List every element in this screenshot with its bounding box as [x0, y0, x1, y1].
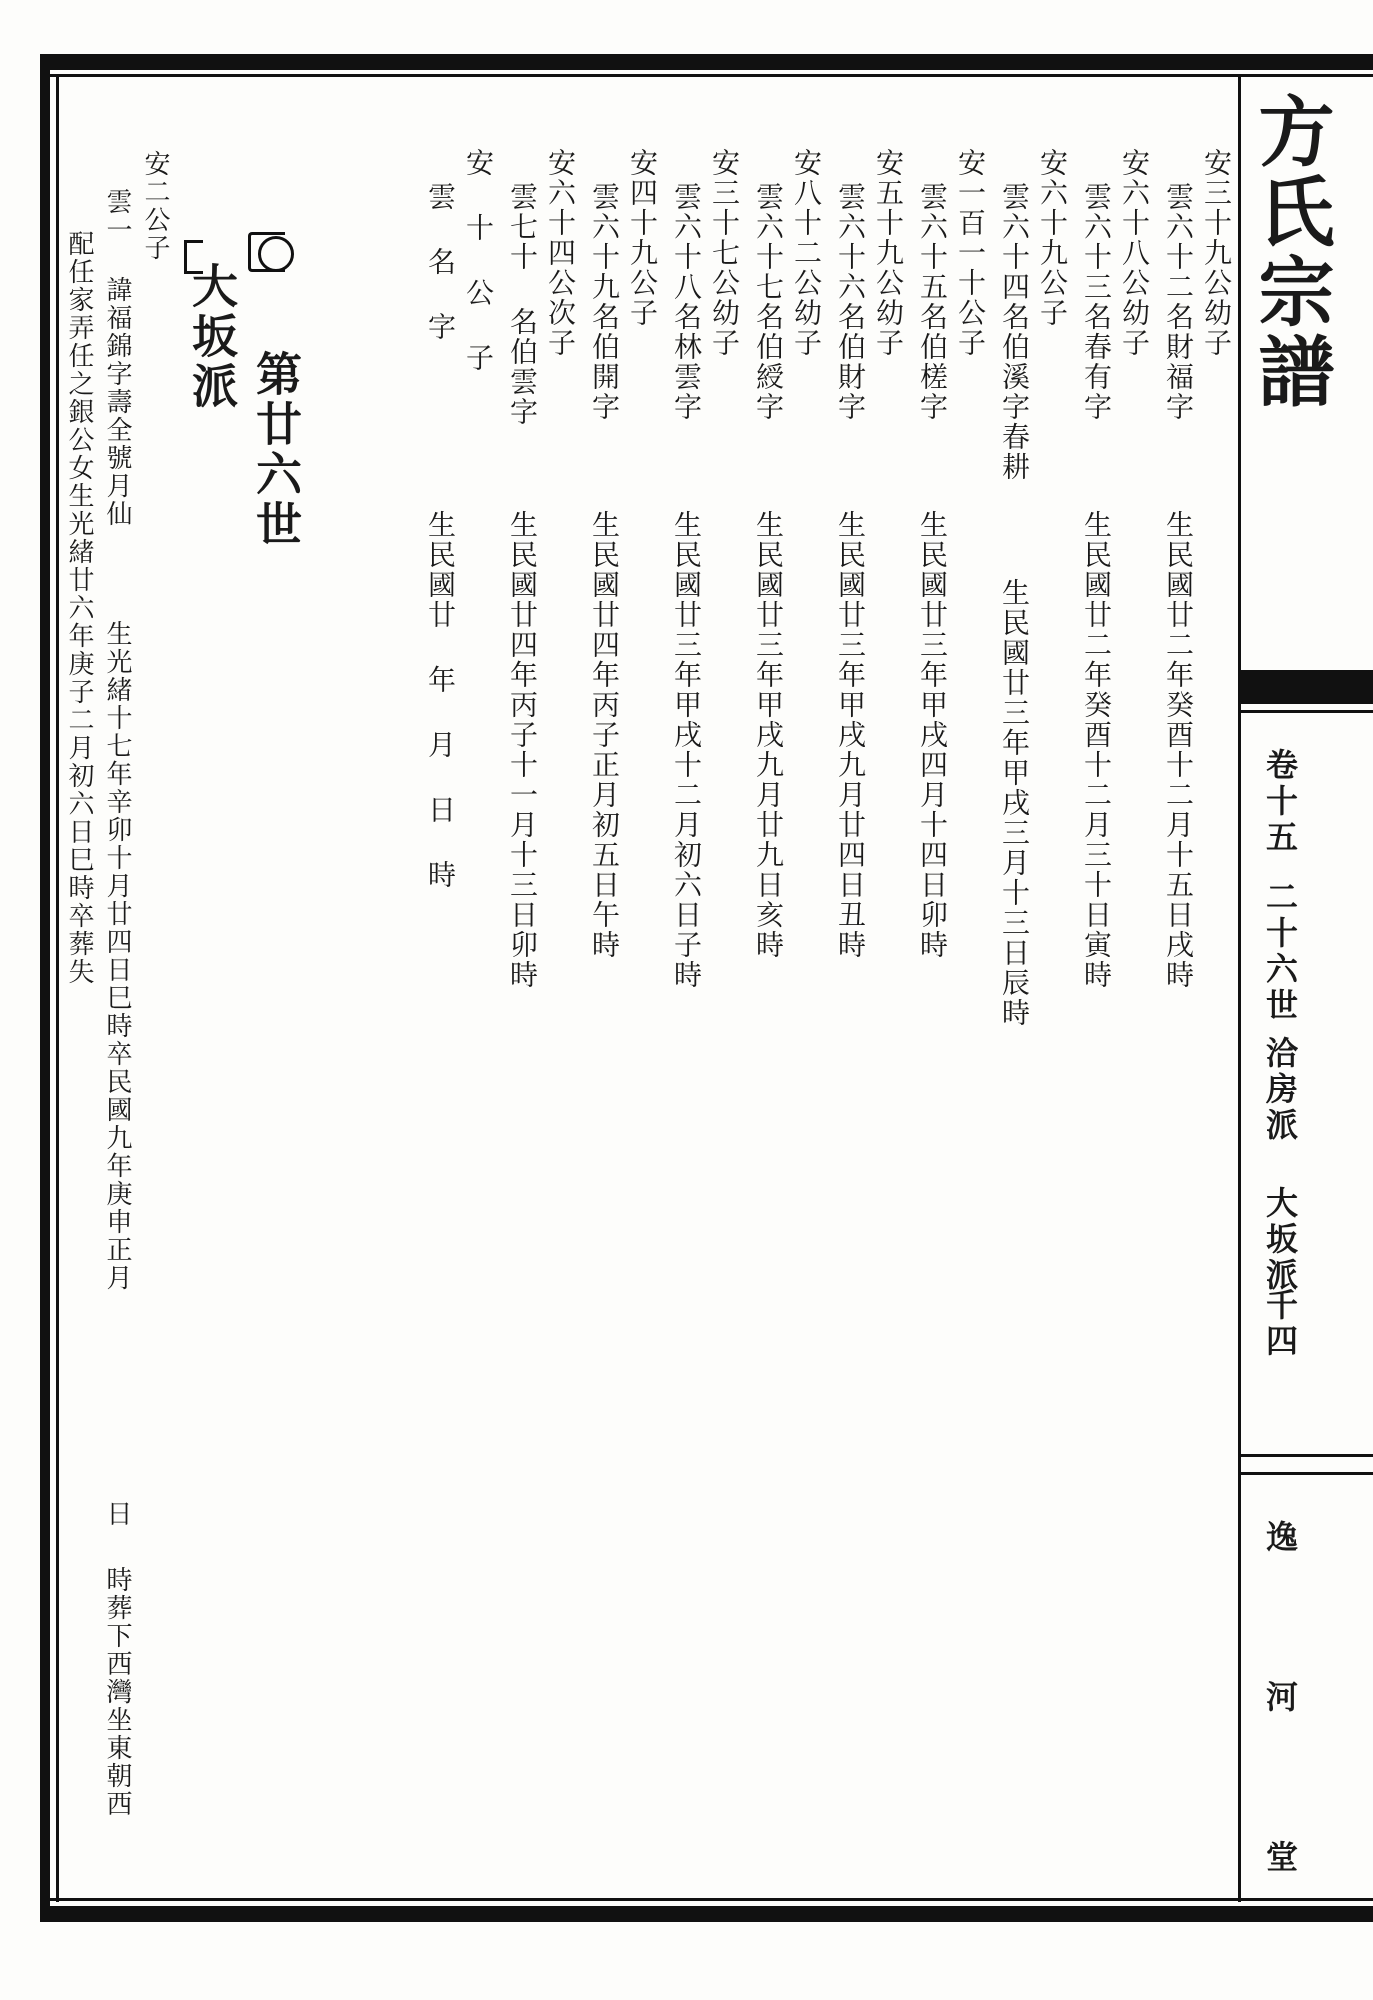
branch-label: 洽房派 大坂派: [1261, 1036, 1299, 1294]
entry-name: 雲六十二名財福字: [1162, 182, 1195, 422]
entry-birth: 生民國廿二年癸酉十二月三十日寅時: [1080, 510, 1113, 990]
entry-name: 雲一 諱福錦字壽全號月仙: [102, 188, 132, 528]
left-border: [40, 54, 50, 1922]
branch-heading: 大坂派: [185, 262, 239, 412]
entry-birth: 生民國廿 年 月 日 時: [424, 510, 457, 890]
hall-line-top: [1241, 1454, 1373, 1457]
hall-line-bottom: [1241, 1472, 1373, 1475]
entry-father: 安六十八公幼子: [1118, 148, 1151, 358]
entry-name: 雲七十 名伯雲字: [506, 182, 539, 427]
generation-label: 二十六世: [1261, 880, 1299, 1024]
entry-father: 安六十九公子: [1036, 148, 1069, 328]
entry-father: 安四十九公子: [626, 148, 659, 328]
entry-life: 生光緒十七年辛卯十月廿四日巳時卒民國九年庚申正月: [102, 620, 132, 1292]
entry-name: 雲六十六名伯財字: [834, 182, 867, 422]
entry-name: 雲六十四名伯溪字春耕: [998, 182, 1031, 482]
circle-mark-icon: [258, 236, 294, 272]
entry-birth: 生民國廿三年甲戌四月十四日卯時: [916, 510, 949, 960]
entry-birth: 生民國廿三年甲戌十二月初六日子時: [670, 510, 703, 990]
entry-father: 安三十七公幼子: [708, 148, 741, 358]
entry-birth: 生民國廿二年癸酉十二月十五日戌時: [1162, 510, 1195, 990]
entry-father: 安五十九公幼子: [872, 148, 905, 358]
left-inner-line: [56, 74, 59, 1902]
entry-name: 雲六十三名春有字: [1080, 182, 1113, 422]
entry-name: 雲六十七名伯綬字: [752, 182, 785, 422]
hall-char-2: 河: [1261, 1680, 1299, 1716]
entry-birth: 生民國廿三年甲戌九月廿四日丑時: [834, 510, 867, 960]
entry-birth: 生民國廿三年甲戌三月十三日辰時: [998, 578, 1031, 1028]
entry-father: 安二公子: [140, 150, 170, 262]
entry-birth: 生民國廿四年丙子十一月十三日卯時: [506, 510, 539, 990]
entry-burial: 時葬下西灣坐東朝西: [102, 1566, 132, 1818]
entry-name: 雲六十九名伯開字: [588, 182, 621, 422]
entry-name: 雲六十八名林雲字: [670, 182, 703, 422]
top-border: [40, 54, 1373, 70]
header-band-line: [1241, 710, 1373, 713]
book-title: 方氏宗譜: [1246, 92, 1335, 412]
bottom-inner-line: [40, 1898, 1373, 1901]
right-column-divider: [1238, 74, 1241, 1902]
hall-char-3: 堂: [1261, 1840, 1299, 1876]
volume-label: 卷十五: [1261, 748, 1299, 856]
bottom-border: [40, 1906, 1373, 1922]
page-number: 千四: [1261, 1288, 1299, 1360]
entry-spouse: 配任家弄任之銀公女生光緒廿六年庚子二月初六日巳時卒葬失: [64, 230, 94, 986]
header-black-band: [1241, 670, 1373, 704]
entry-father: 安三十九公幼子: [1200, 148, 1233, 358]
entry-birth: 生民國廿四年丙子正月初五日午時: [588, 510, 621, 960]
entry-name: 雲 名 字: [424, 182, 457, 342]
entry-name: 雲六十五名伯槎字: [916, 182, 949, 422]
entry-father: 安六十四公次子: [544, 148, 577, 358]
entry-father: 安 十 公 子: [462, 148, 495, 373]
entry-father: 安一百一十公子: [954, 148, 987, 358]
top-inner-line: [40, 74, 1373, 77]
generation-heading: 第廿六世: [249, 350, 303, 550]
entry-burial-day: 日: [102, 1500, 132, 1528]
entry-father: 安八十二公幼子: [790, 148, 823, 358]
hall-char-1: 逸: [1261, 1520, 1299, 1556]
entry-birth: 生民國廿三年甲戌九月廿九日亥時: [752, 510, 785, 960]
